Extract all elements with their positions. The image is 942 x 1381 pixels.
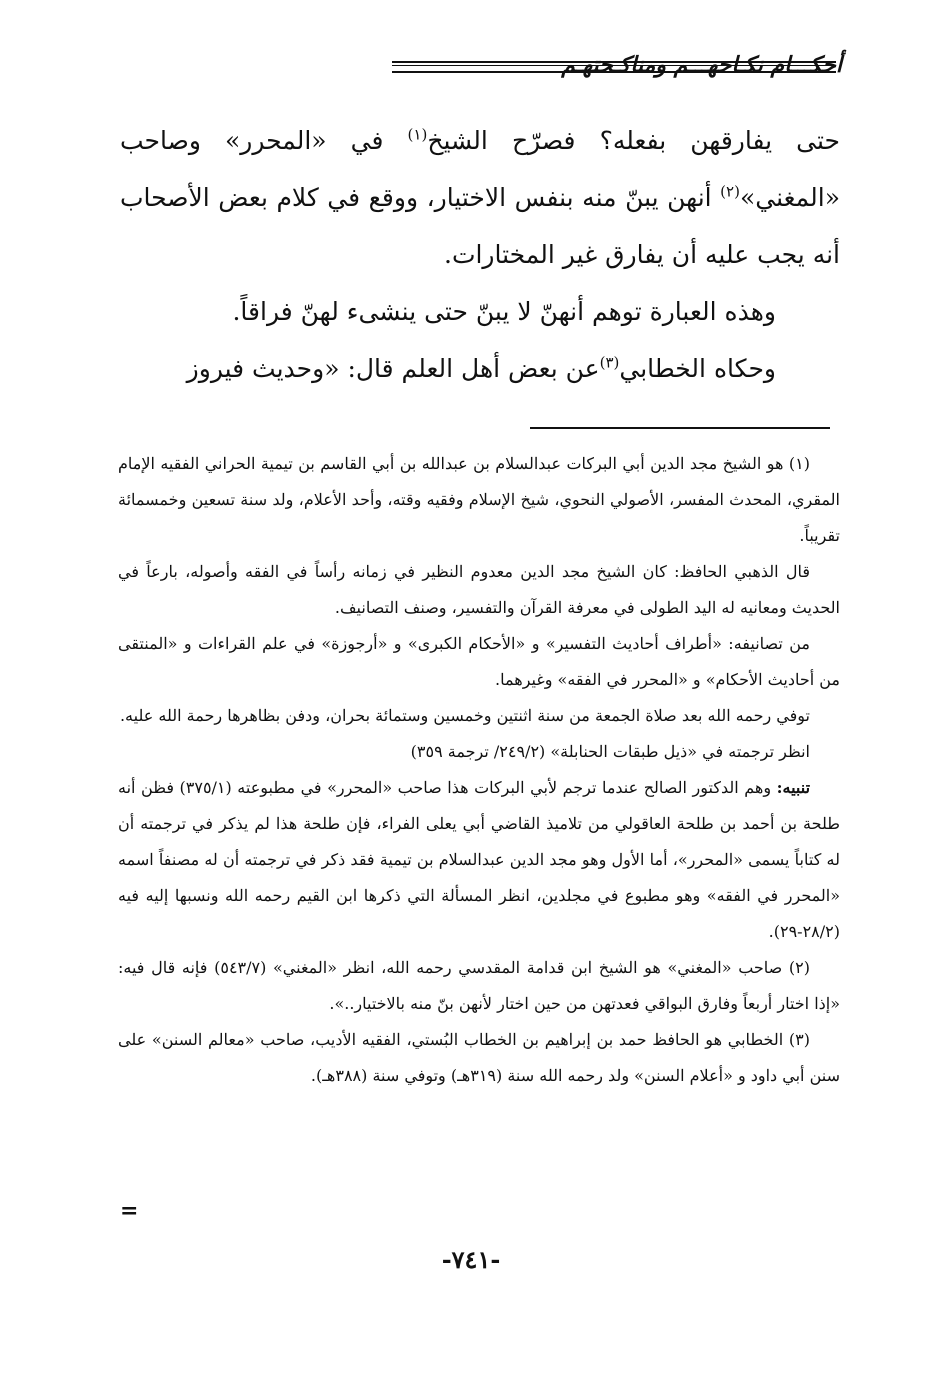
header-double-rule	[392, 61, 836, 73]
main-text-run: وحكاه الخطابي	[619, 354, 776, 383]
page-number: -٧٤١-	[441, 1245, 501, 1274]
note-text: وهم الدكتور الصالح عندما ترجم لأبي البركات هذا صاحب «المحرر» في مطبوعته (٣٧٥/١) فظن أنه طلحة بن أحمد بن طلحة العاقولي من تلاميذ القاضي أبي يعلى الفراء، فإن طلحة هذا لم يذكر في ترجمته أن له كتاباً يسمى «المحرر»، أما الأول وهو مجد الدين عبدالسلام بن تيمية فقد ذكر في ترجمته أن له مصنفاً اسمه «المحرر في الفقه» وهو مطبوع في مجلدين، انظر المسألة التي ذكرها ابن القيم رحمه الله ونسبها إليه فيه (٢٨/٢-٢٩).	[118, 778, 840, 941]
footnote-3: (٣) الخطابي هو الحافظ حمد بن إبراهيم بن الخطاب البُستي، الفقيه الأديب، صاحب «معالم السنن» على سنن أبي داود و «أعلام السنن» ولد رحمه الله سنة (٣١٩هـ) وتوفي سنة (٣٨٨هـ).	[118, 1030, 840, 1085]
main-text-run: في «المحرر» وصاحب «المغني»	[120, 126, 840, 212]
main-text-run: أنهن يبنّ منه بنفس الاختيار، ووقع في كلام بعض الأصحاب أنه يجب عليه أن يفارق غير المختارات.	[120, 183, 840, 269]
note-label: تنبيه:	[776, 778, 811, 797]
continuation-mark: =	[120, 1198, 139, 1224]
running-header-title: أحكـــام نكـاحهـــم ومناكـحتهـم	[561, 52, 842, 78]
footnote-ref-3: (٣)	[599, 353, 620, 372]
footnote-note	[118, 770, 840, 950]
footnote-1-dhahabi: قال الذهبي الحافظ: كان الشيخ مجد الدين معدوم النظير في زمانه رأساً في الفقه وأصوله، بارعاً في الحديث ومعانيه له اليد الطولى في معرفة القرآن والتفسير، وصنف التصانيف.	[118, 562, 840, 617]
main-paragraph-2: وهذه العبارة توهم أنهنّ لا يبنّ حتى ينشىء لهنّ فراقاً.	[232, 297, 776, 326]
footnote-1: (١) هو الشيخ مجد الدين أبي البركات عبدالسلام بن عبدالله بن أبي القاسم بن تيمية الحراني الفقيه الإمام المقري، المحدث المفسر، الأصولي النحوي، شيخ الإسلام وفقيه وقته، وأحد الأعلام، ولد سنة تسعين وخمسمائة تقريباً.	[118, 454, 840, 545]
footnotes	[118, 446, 840, 1094]
footnote-ref-2: (٢)	[720, 182, 740, 201]
main-text	[120, 112, 840, 397]
footnote-ref-1: (١)	[407, 125, 428, 144]
footnote-2: (٢) صاحب «المغني» هو الشيخ ابن قدامة المقدسي رحمه الله، انظر «المغني» (٥٤٣/٧) فإنه قال فيه: «إذا اختار أربعاً وفارق البواقي فعدتهن من حين اختار لأنهن بنّ منه بالاختيار..».	[118, 958, 840, 1013]
main-paragraph-3	[120, 340, 840, 397]
footnote-1-works: من تصانيفه: «أطراف أحاديث التفسير» و «الأحكام الكبرى» و «أرجوزة» في علم القراءات و «المنتقى من أحاديث الأحكام» و «المحرر في الفقه» وغيرهما.	[118, 634, 840, 689]
footnote-1-reference: انظر ترجمته في «ذيل طبقات الحنابلة» (٢٤٩/٢/ ترجمة ٣٥٩)	[410, 742, 810, 761]
main-paragraph-1	[120, 112, 840, 283]
main-text-run: حتى يفارقهن بفعله؟ فصرّح الشيخ	[427, 126, 840, 155]
main-text-run: عن بعض أهل العلم قال: «وحديث فيروز	[186, 354, 600, 383]
footnote-separator	[530, 427, 830, 429]
footnote-1-death: توفي رحمه الله بعد صلاة الجمعة من سنة اثنتين وخمسين وستمائة بحران، ودفن بظاهرها رحمة الله عليه.	[119, 706, 810, 725]
